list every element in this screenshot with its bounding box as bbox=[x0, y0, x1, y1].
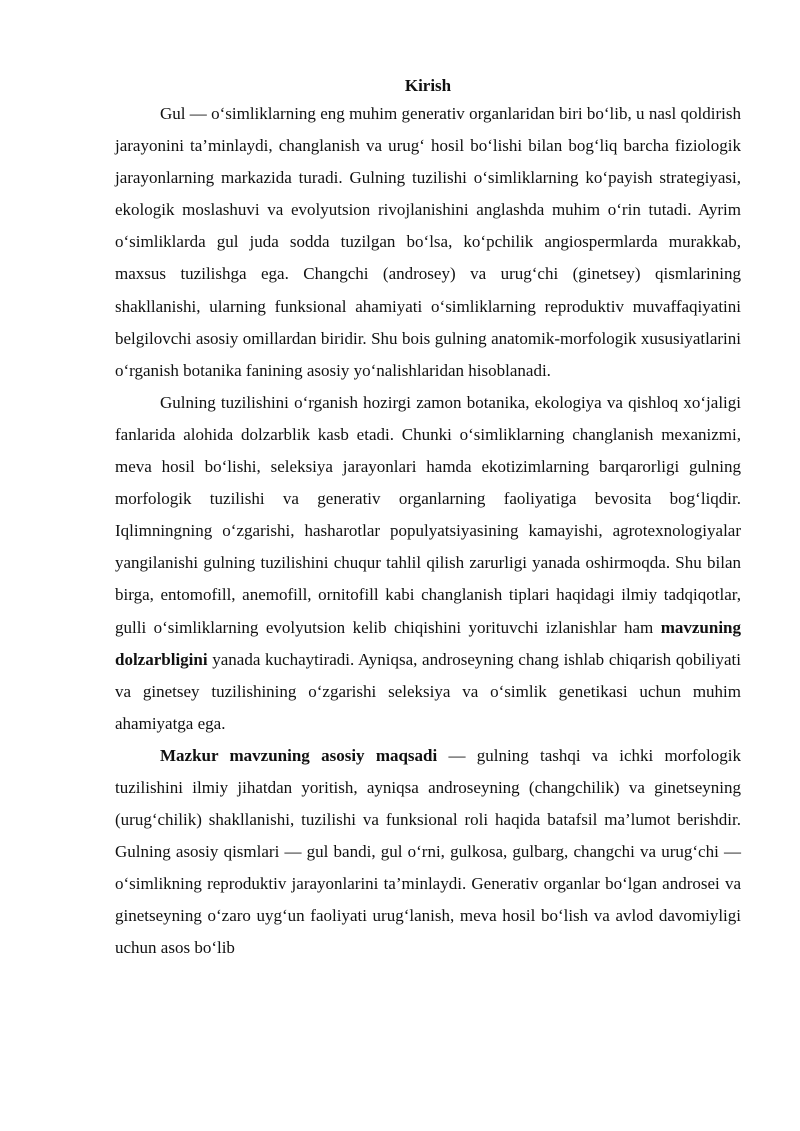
section-title: Kirish bbox=[404, 76, 452, 95]
bold-phrase: Mazkur mavzuning asosiy maqsadi bbox=[160, 745, 438, 765]
document-page bbox=[115, 74, 741, 965]
bold-phrase: mavzuning dolzarbligini bbox=[115, 617, 741, 669]
paragraph-intro bbox=[115, 98, 741, 387]
paragraph-text: — gulning tashqi va ichki morfologik tuzilishini ilmiy jihatdan yoritish, ayniqsa androseyning (changchilik) va ginetseyning (urug‘chilik) shakllanishi, tuzilishi va funksional roli haqida batafsil ma’lumot berishdir. Gulning asosiy qismlari — gul bandi, gul o‘rni, gulkosa, gulbarg, changchi va urug‘chi — o‘simlikning reproduktiv jarayonlarini ta’minlaydi. Generativ organlar bo‘lgan androsei va ginetseyning o‘zaro uyg‘un faoliyati urug‘lanish, meva hosil bo‘lish va avlod davomiyligi uchun asos bo‘lib bbox=[115, 745, 741, 958]
paragraph-text: yanada kuchaytiradi. Ayniqsa, androseyning chang ishlab chiqarish qobiliyati va ginetsey tuzilishining o‘zgarishi seleksiya va o‘simlik genetikasi uchun muhim ahamiyatga ega. bbox=[115, 649, 741, 733]
paragraph-relevance bbox=[115, 387, 741, 740]
paragraph-text: Gulning tuzilishini o‘rganish hozirgi zamon botanika, ekologiya va qishloq xo‘jaligi fanlarida alohida dolzarblik kasb etadi. Chunki o‘simliklarning changlanish mexanizmi, meva hosil bo‘lishi, seleksiya jarayonlari hamda ekotizimlarning barqarorligi gulning morfologik tuzilishi va generativ organlarning faoliyatiga bevosita bog‘liqdir. Iqlimningning o‘zgarishi, hasharotlar populyatsiyasining kamayishi, agrotexnologiyalar yangilanishi gulning tuzilishini chuqur tahlil qilish zarurligi yanada oshirmoqda. Shu bilan birga, entomofill, anemofill, ornitofill kabi changlanish tiplari haqidagi ilmiy tadqiqotlar, gulli o‘simliklarning evolyutsion kelib chiqishini yorituvchi izlanishlar ham bbox=[115, 392, 741, 637]
paragraph-goal bbox=[115, 740, 741, 965]
paragraph-text: Gul — o‘simliklarning eng muhim generativ organlaridan biri bo‘lib, u nasl qoldirish jarayonini ta’minlaydi, changlanish va urug‘ hosil bo‘lishi bilan bog‘liq barcha fiziologik jarayonlarning markazida turadi. Gulning tuzilishi o‘simliklarning ko‘payish strategiyasi, ekologik moslashuvi va evolyutsion rivojlanishini anglashda muhim o‘rin tutadi. Ayrim o‘simliklarda gul juda sodda tuzilgan bo‘lsa, ko‘pchilik angiospermlarda murakkab, maxsus tuzilishga ega. Changchi (androsey) va urug‘chi (ginetsey) qismlarining shakllanishi, ularning funksional ahamiyati o‘simliklarning reproduktiv muvaffaqiyatini belgilovchi asosiy omillardan biridir. Shu bois gulning anatomik-morfologik xususiyatlarini o‘rganish botanika fanining asosiy yo‘nalishlaridan hisoblanadi. bbox=[115, 104, 741, 380]
